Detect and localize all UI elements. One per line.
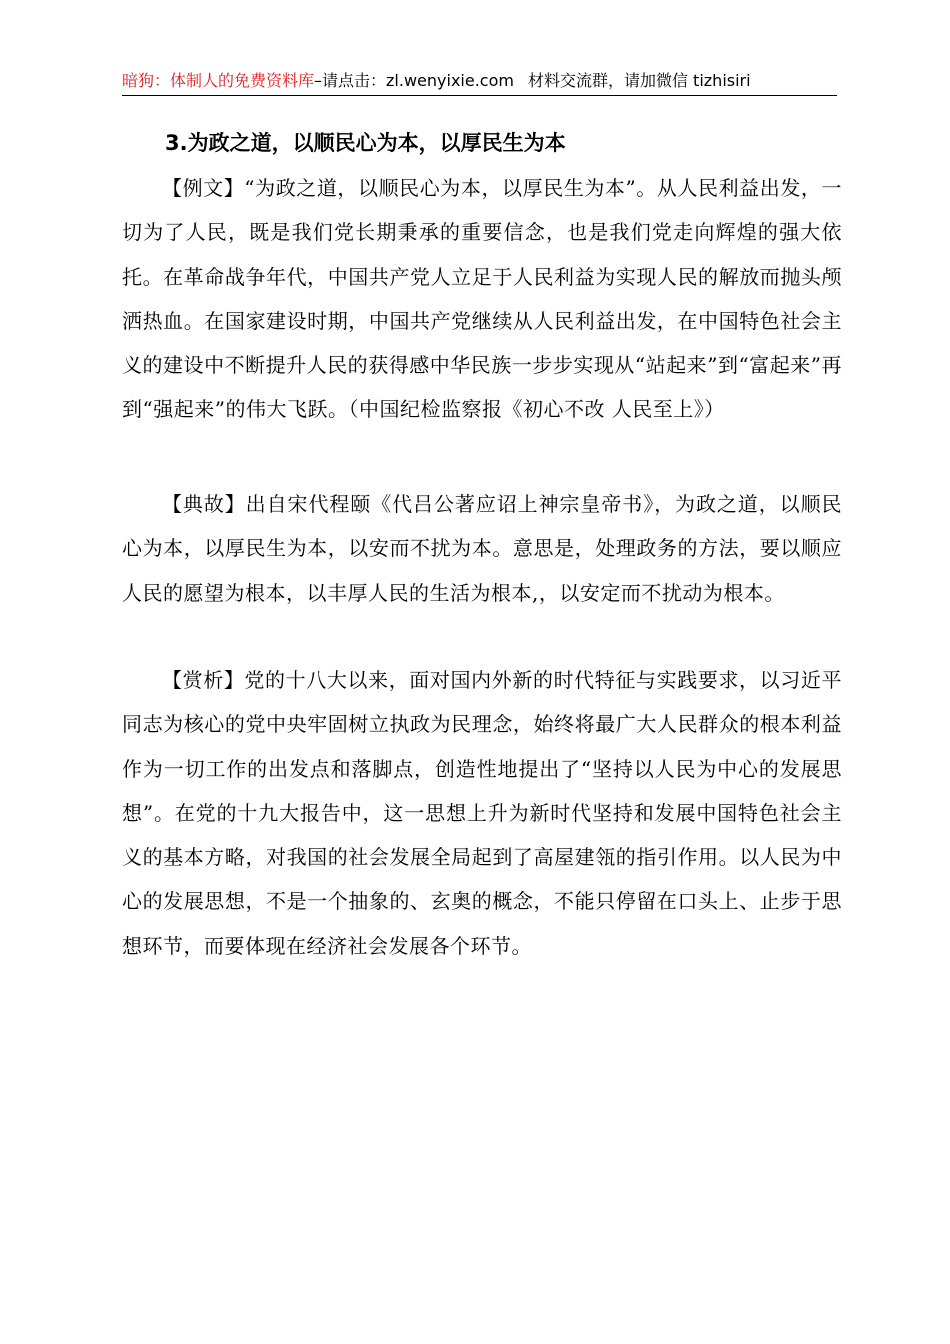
page-header — [122, 68, 837, 96]
header-divider — [122, 95, 837, 96]
header-click-prefix: –请点击： — [314, 71, 387, 90]
section-heading: 3.为政之道，以顺民心为本，以厚民生为本 — [165, 131, 566, 155]
header-url-link[interactable]: zl.wenyixie.com — [386, 71, 514, 90]
paragraph-allusion: 【典故】出自宋代程颐《代吕公著应诏上神宗皇帝书》，为政之道，以顺民心为本，以厚民生为本，以安而不扰为本。意思是，处理政务的方法，要以顺应人民的愿望为根本，以丰厚人民的生活为根本,，以安定而不扰动为根本。 — [122, 492, 842, 605]
header-promo-text: 暗狗：体制人的免费资料库 — [122, 71, 315, 90]
paragraph-analysis: 【赏析】党的十八大以来，面对国内外新的时代特征与实践要求，以习近平同志为核心的党中央牢固树立执政为民理念，始终将最广大人民群众的根本利益作为一切工作的出发点和落脚点，创造性地提出了“坚持以人民为中心的发展思想”。在党的十九大报告中，这一思想上升为新时代坚持和发展中国特色社会主义的基本方略，对我国的社会发展全局起到了高屋建瓴的指引作用。以人民为中心的发展思想，不是一个抽象的、玄奥的概念，不能只停留在口头上、止步于思想环节，而要体现在经济社会发展各个环节。 — [122, 668, 842, 958]
paragraph-example: 【例文】“为政之道，以顺民心为本，以厚民生为本”。从人民利益出发，一切为了人民，既是我们党长期秉承的重要信念，也是我们党走向辉煌的强大依托。在革命战争年代，中国共产党人立足于人民利益为实现人民的解放而抛头颅洒热血。在国家建设时期，中国共产党继续从人民利益出发，在中国特色社会主义的建设中不断提升人民的获得感中华民族一步步实现从“站起来”到“富起来”再到“强起来”的伟大飞跃。（中国纪检监察报《初心不改 人民至上》） — [122, 176, 842, 422]
header-contact-text: 材料交流群，请加微信 tizhisiri — [527, 71, 751, 90]
